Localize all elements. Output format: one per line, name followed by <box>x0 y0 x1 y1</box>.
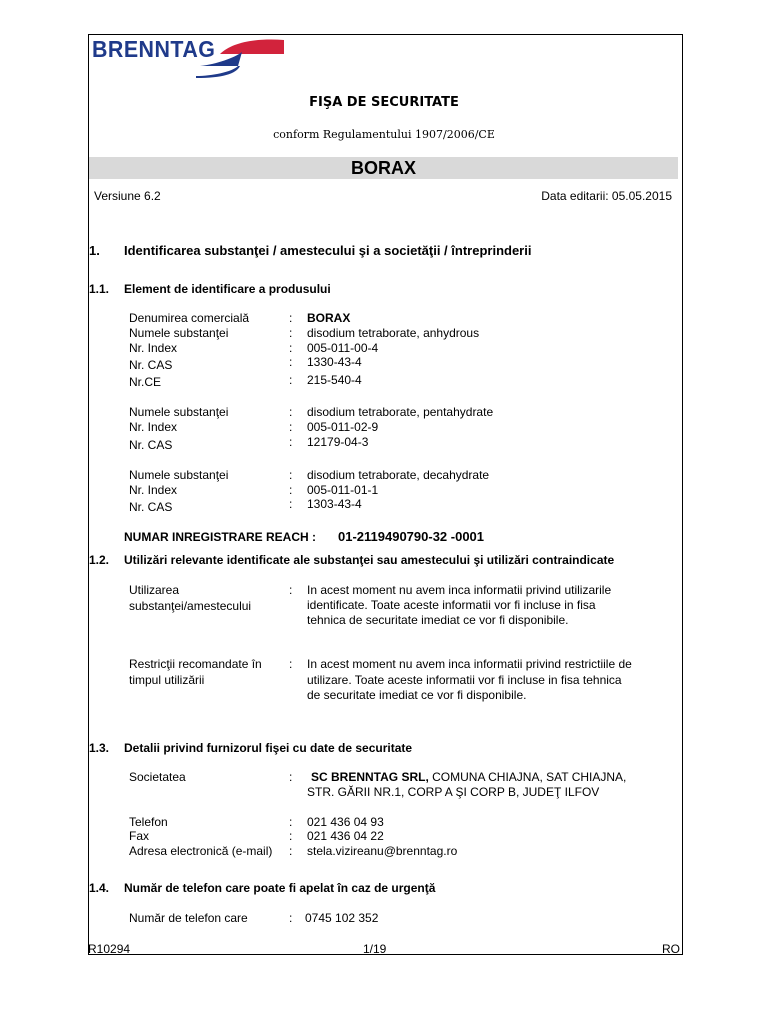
field-colon: : <box>289 341 293 355</box>
phone-value: 021 436 04 93 <box>307 815 384 829</box>
field-label: Nr. Index <box>129 420 178 434</box>
field-label: Utilizarea <box>129 583 180 597</box>
section-1-2-title: Utilizări relevante identificate ale substanţei sau amestecului şi utilizări contraindicate <box>124 553 615 567</box>
field-colon: : <box>289 657 293 671</box>
field-value: 005-011-01-1 <box>307 483 379 497</box>
field-label: Numele substanţei <box>129 326 229 340</box>
section-1-4-number: 1.4. <box>89 881 110 895</box>
brenntag-logo <box>92 36 284 80</box>
document-title: FIŞA DE SECURITATE <box>309 95 459 110</box>
field-label: Adresa electronică (e-mail) <box>129 844 273 858</box>
product-name: BORAX <box>350 158 416 178</box>
field-colon: : <box>289 435 293 449</box>
field-value: 215-540-4 <box>307 373 362 387</box>
document-subtitle: conform Regulamentului 1907/2006/CE <box>273 128 495 141</box>
paragraph-line: In acest moment nu avem inca informatii privind utilizarile <box>307 583 612 597</box>
field-label: Societatea <box>129 770 186 784</box>
field-colon: : <box>289 497 293 511</box>
field-colon: : <box>289 420 293 434</box>
section-1-1-number: 1.1. <box>89 282 110 296</box>
logo-text: BRENNTAG <box>92 36 216 62</box>
field-label: Telefon <box>129 815 168 829</box>
field-colon: : <box>289 583 293 597</box>
field-label: Numele substanţei <box>129 405 229 419</box>
reach-label: NUMAR INREGISTRARE REACH : <box>124 530 316 544</box>
field-value: disodium tetraborate, anhydrous <box>307 326 480 340</box>
field-label: Numele substanţei <box>129 468 229 482</box>
field-colon: : <box>289 829 293 843</box>
field-label: Nr. Index <box>129 483 178 497</box>
field-label: Nr.CE <box>129 375 162 389</box>
field-value: 1330-43-4 <box>307 355 362 369</box>
company-address-line-2: STR. GĂRII NR.1, CORP A ŞI CORP B, JUDEŢ ILFOV <box>307 785 600 799</box>
trade-name-value: BORAX <box>307 311 351 325</box>
reach-value: 01-2119490790-32 -0001 <box>338 529 485 544</box>
paragraph-line: identificate. Toate aceste informatii vor fi incluse in fisa <box>307 598 596 612</box>
paragraph-line: tehnica de securitate imediat ce vor fi disponibile. <box>307 613 569 627</box>
email-value[interactable]: stela.vizireanu@brenntag.ro <box>307 844 458 858</box>
field-value: disodium tetraborate, pentahydrate <box>307 405 494 419</box>
section-1-3-title: Detalii privind furnizorul fişei cu date de securitate <box>124 741 413 755</box>
footer-doc-code: R10294 <box>88 942 131 956</box>
field-value: 1303-43-4 <box>307 497 362 511</box>
emergency-phone-value: 0745 102 352 <box>305 911 379 925</box>
paragraph-line: utilizare. Toate aceste informatii vor fi incluse in fisa tehnica <box>307 673 622 687</box>
section-1-number: 1. <box>89 243 100 258</box>
field-value: disodium tetraborate, decahydrate <box>307 468 490 482</box>
footer-language: RO <box>662 942 680 956</box>
field-colon: : <box>289 311 293 325</box>
product-name-band <box>89 157 678 179</box>
field-label: Număr de telefon care <box>129 911 248 925</box>
field-label: Nr. Index <box>129 341 178 355</box>
field-colon: : <box>289 844 293 858</box>
section-1-2-number: 1.2. <box>89 553 110 567</box>
field-label: Restricţii recomandate în <box>129 657 262 671</box>
field-colon: : <box>289 468 293 482</box>
section-1-4-title: Număr de telefon care poate fi apelat în caz de urgenţă <box>124 881 436 895</box>
company-name: SC BRENNTAG SRL, <box>311 770 429 784</box>
version: Versiune 6.2 <box>94 189 161 203</box>
company-address: COMUNA CHIAJNA, SAT CHIAJNA, <box>428 770 627 784</box>
field-colon: : <box>289 483 293 497</box>
field-label: Nr. CAS <box>129 358 173 372</box>
field-label: substanţei/amestecului <box>129 599 252 613</box>
section-1-title: Identificarea substanţei / amestecului şi a societăţii / întreprinderii <box>124 243 532 258</box>
field-label: timpul utilizării <box>129 673 205 687</box>
company-line-1 <box>311 770 626 784</box>
field-value: 005-011-00-4 <box>307 341 379 355</box>
section-1-3-number: 1.3. <box>89 741 110 755</box>
field-value: 005-011-02-9 <box>307 420 379 434</box>
field-colon: : <box>289 326 293 340</box>
field-colon: : <box>289 815 293 829</box>
field-colon: : <box>289 911 293 925</box>
field-label: Nr. CAS <box>129 438 173 452</box>
paragraph-line: In acest moment nu avem inca informatii privind restrictiile de <box>307 657 632 671</box>
field-label: Fax <box>129 829 150 843</box>
edit-date: Data editarii: 05.05.2015 <box>541 189 672 203</box>
field-colon: : <box>289 355 293 369</box>
footer-page-number: 1/19 <box>363 942 387 956</box>
field-colon: : <box>289 405 293 419</box>
paragraph-line: de securitate imediat ce vor fi disponibile. <box>307 688 527 702</box>
field-value: 12179-04-3 <box>307 435 369 449</box>
section-1-1-title: Element de identificare a produsului <box>124 282 331 296</box>
fax-value: 021 436 04 22 <box>307 829 384 843</box>
field-label: Denumirea comercială <box>129 311 250 325</box>
field-colon: : <box>289 770 293 784</box>
field-colon: : <box>289 373 293 387</box>
field-label: Nr. CAS <box>129 500 173 514</box>
